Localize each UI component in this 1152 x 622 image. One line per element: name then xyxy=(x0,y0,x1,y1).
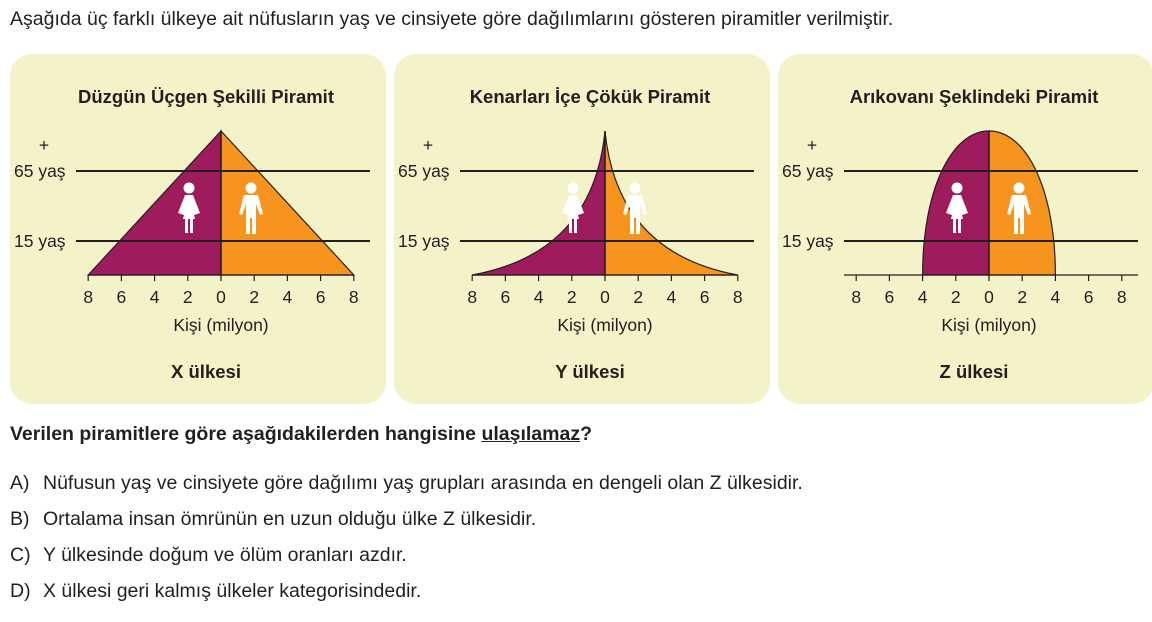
option-d[interactable] xyxy=(10,580,421,603)
x-tick-label: 8 xyxy=(467,287,478,307)
option-text: Y ülkesinde doğum ve ölüm oranları azdır. xyxy=(43,544,407,566)
x-tick-label: 4 xyxy=(917,287,928,307)
x-tick-label: 0 xyxy=(216,287,226,307)
female-area xyxy=(88,131,221,275)
pyramid-panel-z xyxy=(778,54,1152,404)
option-text: Ortalama insan ömrünün en uzun olduğu ülke Z ülkesidir. xyxy=(43,508,537,530)
x-axis-label: Kişi (milyon) xyxy=(557,315,653,335)
age-15-label: 15 yaş xyxy=(14,231,66,251)
option-letter: B) xyxy=(10,508,30,530)
x-tick-label: 6 xyxy=(116,287,127,307)
x-axis-label: Kişi (milyon) xyxy=(941,315,1037,335)
male-area xyxy=(605,131,738,275)
x-tick-label: 2 xyxy=(249,287,260,307)
male-area xyxy=(221,131,354,275)
chart-title: Arıkovanı Şeklindeki Piramit xyxy=(849,86,1099,107)
x-tick-label: 8 xyxy=(1116,287,1127,307)
x-tick-label: 6 xyxy=(1083,287,1094,307)
female-area xyxy=(472,131,605,275)
x-tick-label: 0 xyxy=(984,287,994,307)
country-label: Y ülkesi xyxy=(555,361,625,382)
x-tick-label: 2 xyxy=(1017,287,1028,307)
country-label: X ülkesi xyxy=(171,361,241,382)
question-title xyxy=(10,423,592,446)
x-tick-label: 6 xyxy=(699,287,710,307)
pyramid-chart-z xyxy=(778,54,1152,404)
age-65-label: 65 yaş xyxy=(14,161,66,181)
question-suffix: ? xyxy=(580,423,592,445)
option-letter: A) xyxy=(10,472,30,494)
age-15-label: 15 yaş xyxy=(398,231,450,251)
option-letter: D) xyxy=(10,580,31,602)
x-tick-label: 2 xyxy=(633,287,644,307)
option-text: X ülkesi geri kalmış ülkeler kategorisindedir. xyxy=(43,580,422,602)
age-15-label: 15 yaş xyxy=(782,231,834,251)
age-65-label: 65 yaş xyxy=(398,161,450,181)
x-tick-label: 0 xyxy=(600,287,610,307)
option-b[interactable] xyxy=(10,508,536,531)
country-label: Z ülkesi xyxy=(939,361,1009,382)
chart-title: Düzgün Üçgen Şekilli Piramit xyxy=(78,86,334,107)
x-tick-label: 4 xyxy=(666,287,677,307)
x-tick-label: 4 xyxy=(1050,287,1061,307)
x-tick-label: 2 xyxy=(182,287,193,307)
question-emphasis: ulaşılamaz xyxy=(481,423,581,445)
pyramid-chart-x xyxy=(10,54,386,404)
x-tick-label: 8 xyxy=(732,287,743,307)
age-plus-label: + xyxy=(422,135,434,155)
option-a[interactable] xyxy=(10,472,803,495)
age-plus-label: + xyxy=(38,135,50,155)
pyramid-chart-y xyxy=(394,54,770,404)
x-tick-label: 2 xyxy=(566,287,577,307)
x-tick-label: 6 xyxy=(884,287,895,307)
intro-text: Aşağıda üç farklı ülkeye ait nüfusların yaş ve cinsiyete göre dağılımlarını gösteren piramitler verilmiştir. xyxy=(10,8,894,30)
x-tick-label: 4 xyxy=(282,287,293,307)
x-tick-label: 4 xyxy=(149,287,160,307)
x-tick-label: 8 xyxy=(348,287,359,307)
age-plus-label: + xyxy=(806,135,818,155)
option-text: Nüfusun yaş ve cinsiyete göre dağılımı yaş grupları arasında en dengeli olan Z ülkesidir. xyxy=(43,472,803,494)
question-prefix: Verilen piramitlere göre aşağıdakilerden hangisine xyxy=(10,423,482,445)
x-tick-label: 8 xyxy=(851,287,862,307)
x-tick-label: 4 xyxy=(533,287,544,307)
x-tick-label: 2 xyxy=(950,287,961,307)
x-tick-label: 8 xyxy=(83,287,94,307)
x-tick-label: 6 xyxy=(315,287,326,307)
age-65-label: 65 yaş xyxy=(782,161,834,181)
pyramid-panel-x xyxy=(10,54,386,404)
option-c[interactable] xyxy=(10,544,407,567)
option-letter: C) xyxy=(10,544,31,566)
x-tick-label: 6 xyxy=(500,287,511,307)
pyramid-panel-y xyxy=(394,54,770,404)
x-axis-label: Kişi (milyon) xyxy=(173,315,269,335)
chart-title: Kenarları İçe Çökük Piramit xyxy=(469,86,711,107)
